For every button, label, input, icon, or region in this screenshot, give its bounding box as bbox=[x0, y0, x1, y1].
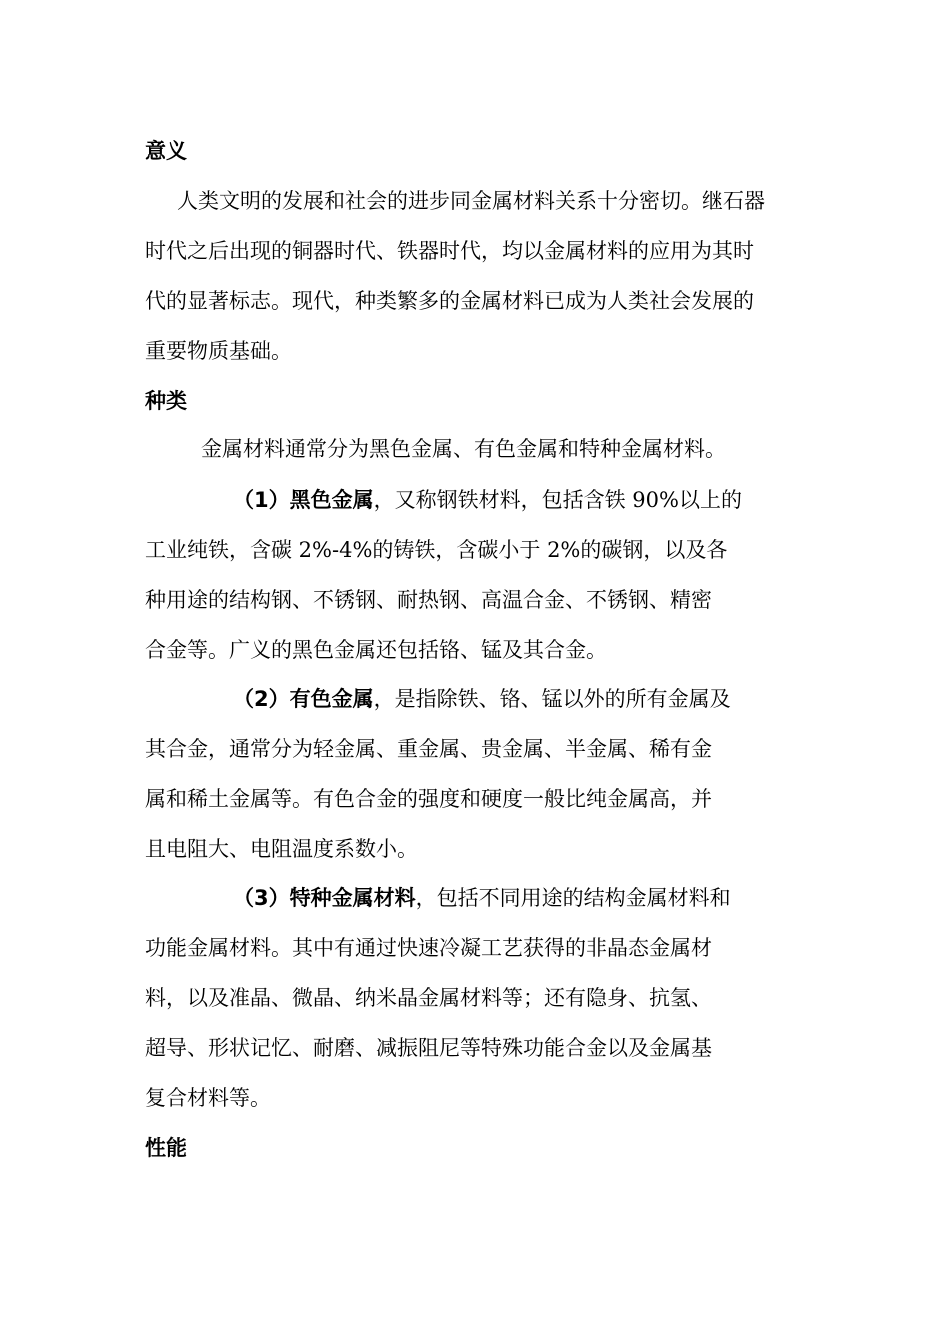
line-rest: ，又称钢铁材料，包括含铁 90%以上的 bbox=[373, 488, 742, 512]
paragraph-line: 功能金属材料。其中有通过快速冷凝工艺获得的非晶态金属材 bbox=[145, 936, 712, 960]
paragraph-line: 种用途的结构钢、不锈钢、耐热钢、高温合金、不锈钢、精密 bbox=[145, 588, 712, 612]
paragraph-line: 代的显著标志。现代，种类繁多的金属材料已成为人类社会发展的 bbox=[145, 289, 754, 313]
paragraph-ferrous-metals bbox=[145, 475, 815, 675]
heading-significance: 意义 bbox=[145, 139, 187, 163]
paragraph-line: 重要物质基础。 bbox=[145, 339, 292, 363]
paragraph-first-line bbox=[145, 475, 815, 525]
line-rest: ，包括不同用途的结构金属材料和 bbox=[415, 886, 731, 910]
paragraph-line: 且电阻大、电阻温度系数小。 bbox=[145, 837, 418, 861]
line-rest: ，是指除铁、铬、锰以外的所有金属及 bbox=[373, 687, 731, 711]
paragraph-first-line bbox=[145, 674, 815, 724]
paragraph-line: 属和稀土金属等。有色合金的强度和硬度一般比纯金属高，并 bbox=[145, 787, 712, 811]
paragraph-line: 其合金，通常分为轻金属、重金属、贵金属、半金属、稀有金 bbox=[145, 737, 712, 761]
paragraph-types-intro bbox=[145, 424, 815, 474]
paragraph-line: 合金等。广义的黑色金属还包括铬、锰及其合金。 bbox=[145, 638, 607, 662]
term-special-metals: （3）特种金属材料 bbox=[233, 886, 416, 910]
paragraph-line: 料，以及准晶、微晶、纳米晶金属材料等；还有隐身、抗氢、 bbox=[145, 986, 712, 1010]
paragraph-line: 人类文明的发展和社会的进步同金属材料关系十分密切。继石器 bbox=[177, 189, 765, 213]
paragraph-first-line bbox=[145, 873, 815, 923]
paragraph-line: 工业纯铁，含碳 2%-4%的铸铁，含碳小于 2%的碳钢，以及各 bbox=[145, 538, 728, 562]
term-nonferrous-metals: （2）有色金属 bbox=[233, 687, 374, 711]
paragraph-line: 时代之后出现的铜器时代、铁器时代，均以金属材料的应用为其时 bbox=[145, 239, 754, 263]
paragraph-special-metals bbox=[145, 873, 815, 1123]
paragraph-nonferrous-metals bbox=[145, 674, 815, 874]
paragraph-line: 金属材料通常分为黑色金属、有色金属和特种金属材料。 bbox=[201, 437, 726, 461]
paragraph-significance bbox=[145, 176, 815, 376]
heading-types: 种类 bbox=[145, 389, 187, 413]
paragraph-line: 复合材料等。 bbox=[145, 1086, 271, 1110]
paragraph-line: 超导、形状记忆、耐磨、减振阻尼等特殊功能合金以及金属基 bbox=[145, 1036, 712, 1060]
heading-performance: 性能 bbox=[145, 1136, 187, 1160]
term-ferrous-metals: （1）黑色金属 bbox=[233, 488, 374, 512]
